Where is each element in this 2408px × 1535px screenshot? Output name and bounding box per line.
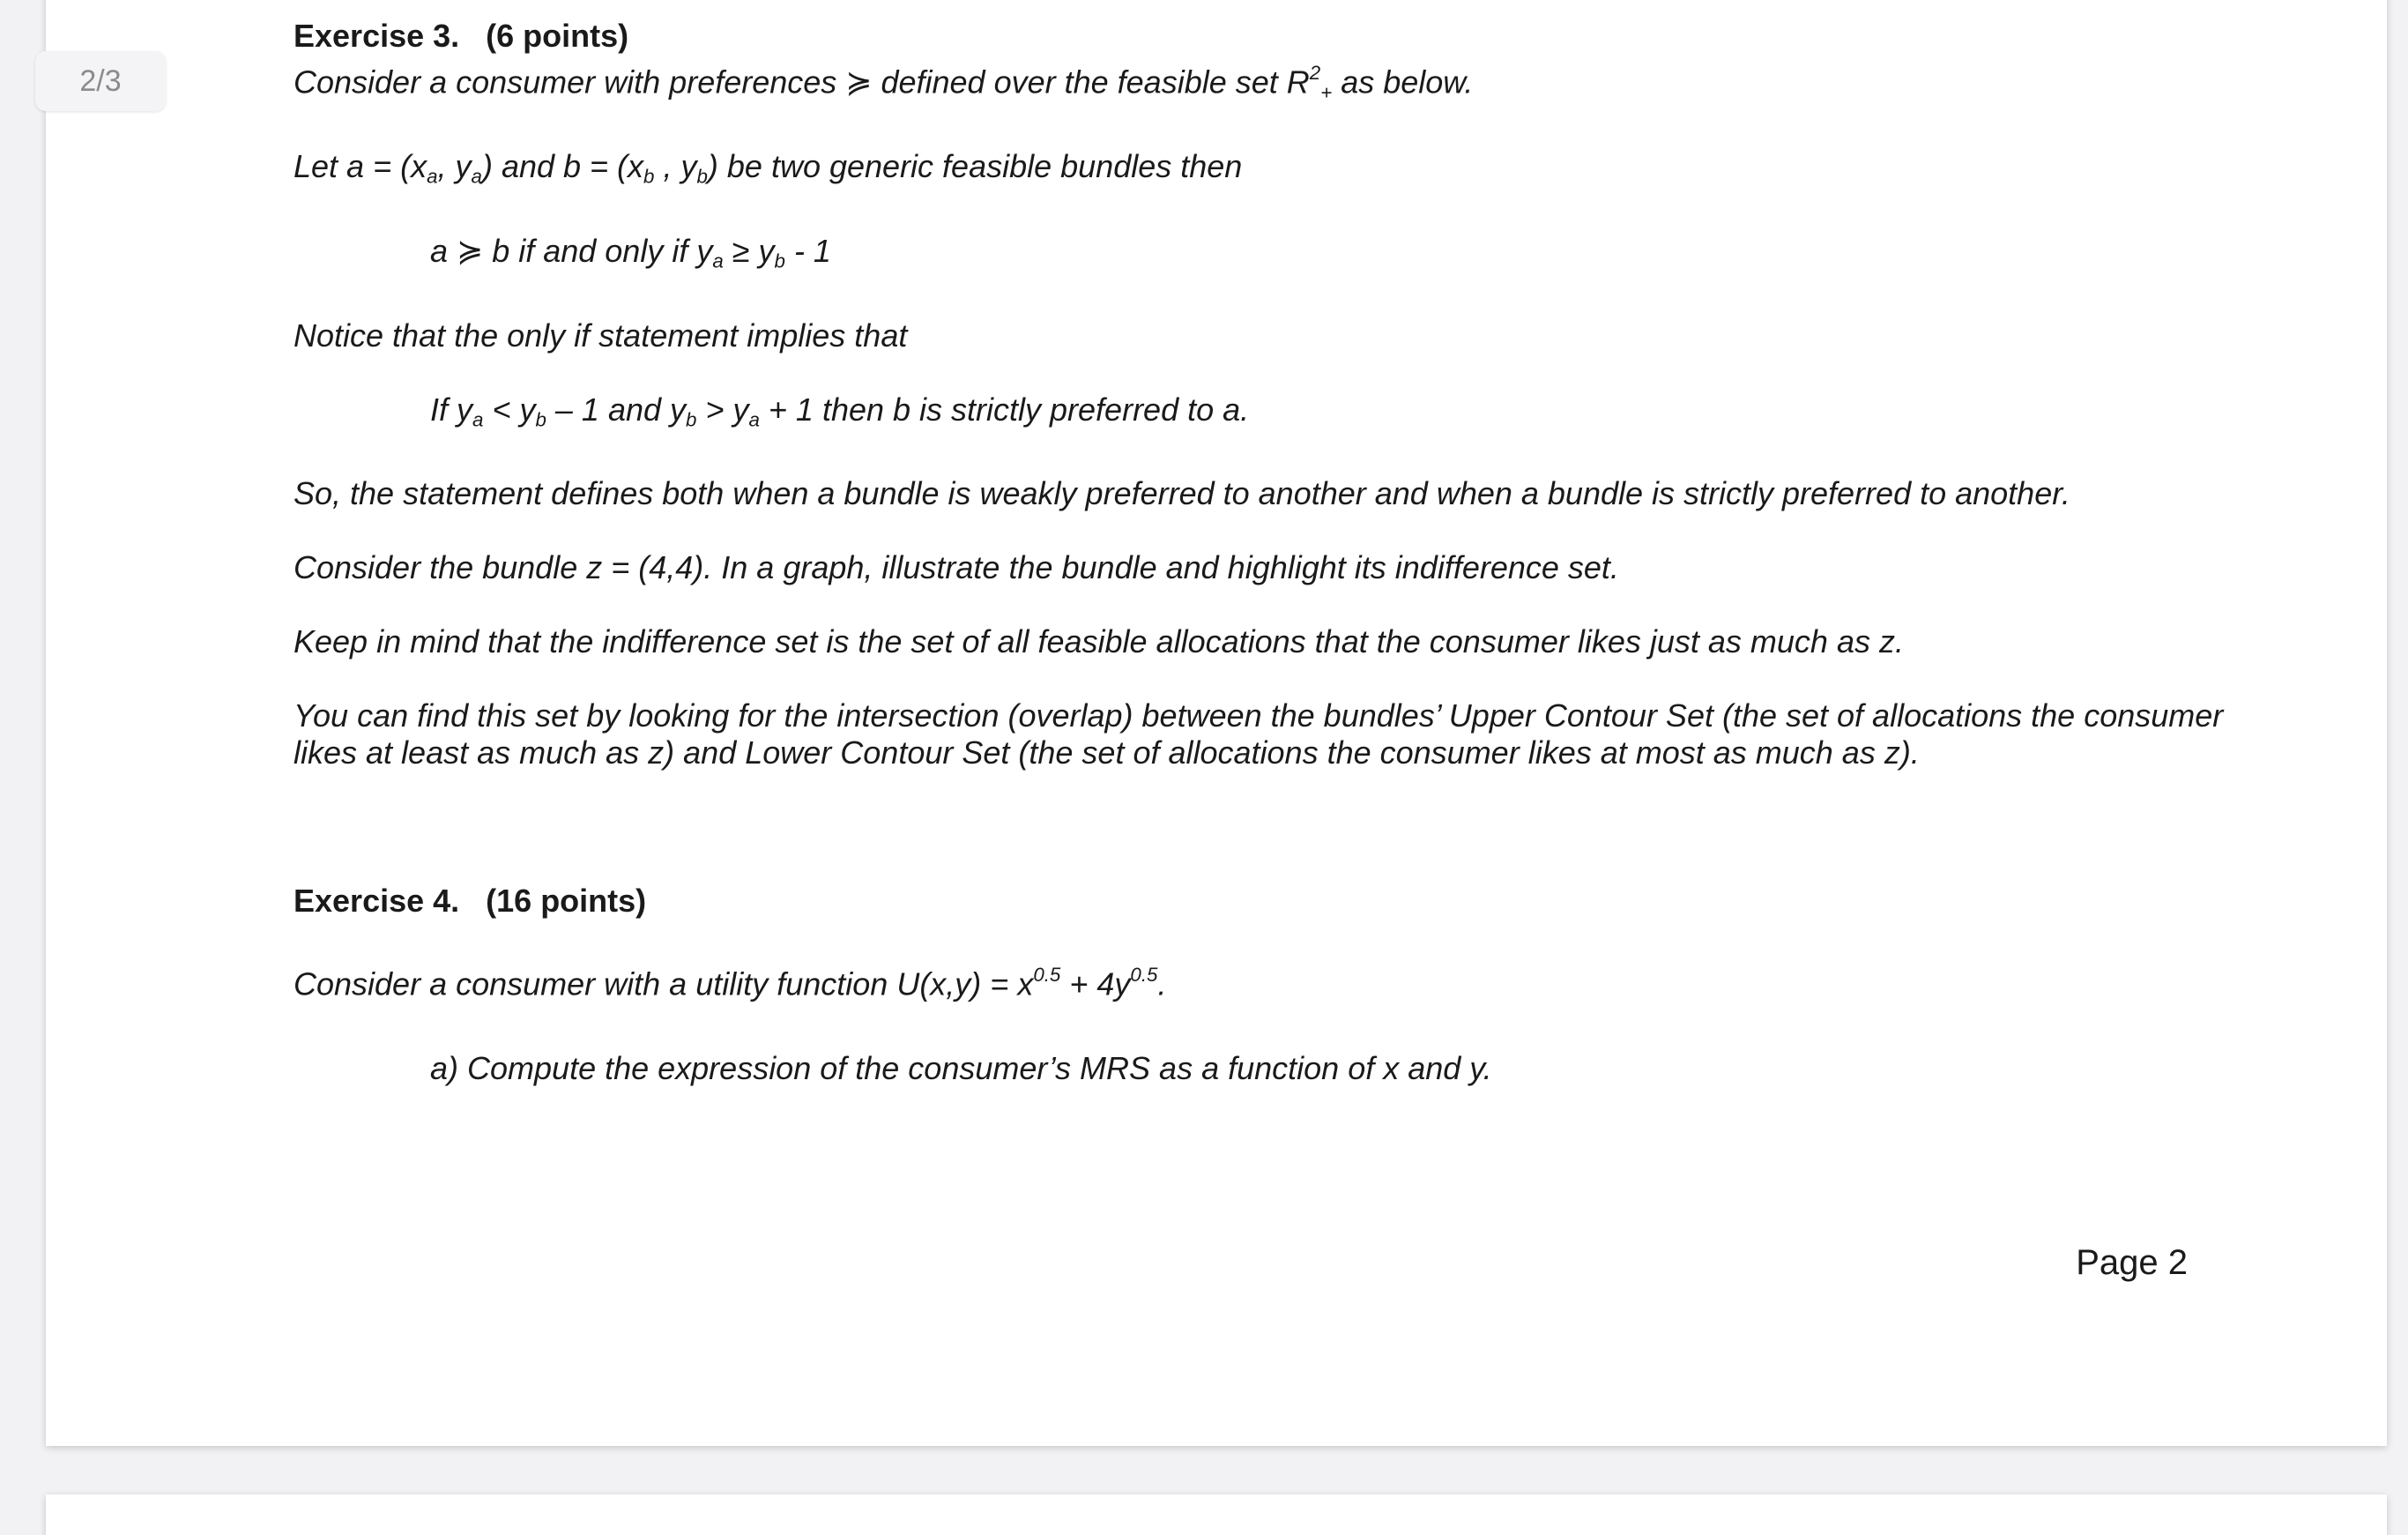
ex3-notice: Notice that the only if statement implies that (294, 317, 908, 354)
ex3-let-bundles: Let $a = (x_a$, $y_a$) and $b = (x_b$ , $y_b$) be two generic feasible bundles then (294, 148, 1243, 188)
exercise-4-heading: Exercise 4. (16 points) (294, 883, 647, 920)
page-content (294, 18, 2268, 1087)
document-page (46, 0, 2387, 1446)
ex4-utility: Consider a consumer with a utility function $U(x,y) = x^{0.5} + 4y^{0.5}$. (294, 964, 1167, 1002)
exercise-3-heading: Exercise 3. (6 points) (294, 18, 629, 54)
ex3-preference-rule: a ≽ b if and only if $y_a \ge y_b - 1$ (430, 232, 831, 272)
ex3-keep-in-mind: Keep in mind that the indifference set is the set of all feasible allocations that the consumer likes just as much as z. (294, 623, 1904, 660)
ex3-strict-rule: If $y_a < y_b - 1$ and $y_b > y_a + 1$ then b is strictly preferred to a. (430, 391, 1250, 431)
page-number: Page 2 (2076, 1243, 2188, 1282)
next-document-page (46, 1494, 2387, 1535)
page-counter: 2/3 (35, 51, 166, 111)
ex3-so-statement: So, the statement defines both when a bundle is weakly preferred to another and when a bundle is strictly preferred to another. (294, 475, 2070, 512)
ex3-find-set: You can find this set by looking for the intersection (overlap) between the bundles’ Upper Contour Set (the set of allocations the consumer likes at least as much as z) and Lower Contour Set (the set of allocations the consumer likes at most as much as z). (294, 697, 2224, 771)
ex3-intro: Consider a consumer with preferences ≽ defined over the feasible set $R^2_+$ as below. (294, 62, 1474, 104)
ex4-part-a: a) Compute the expression of the consumer’s MRS as a function of x and y. (430, 1049, 1492, 1086)
ex3-consider-z: Consider the bundle z = (4,4). In a graph, illustrate the bundle and highlight its indifference set. (294, 549, 1619, 586)
